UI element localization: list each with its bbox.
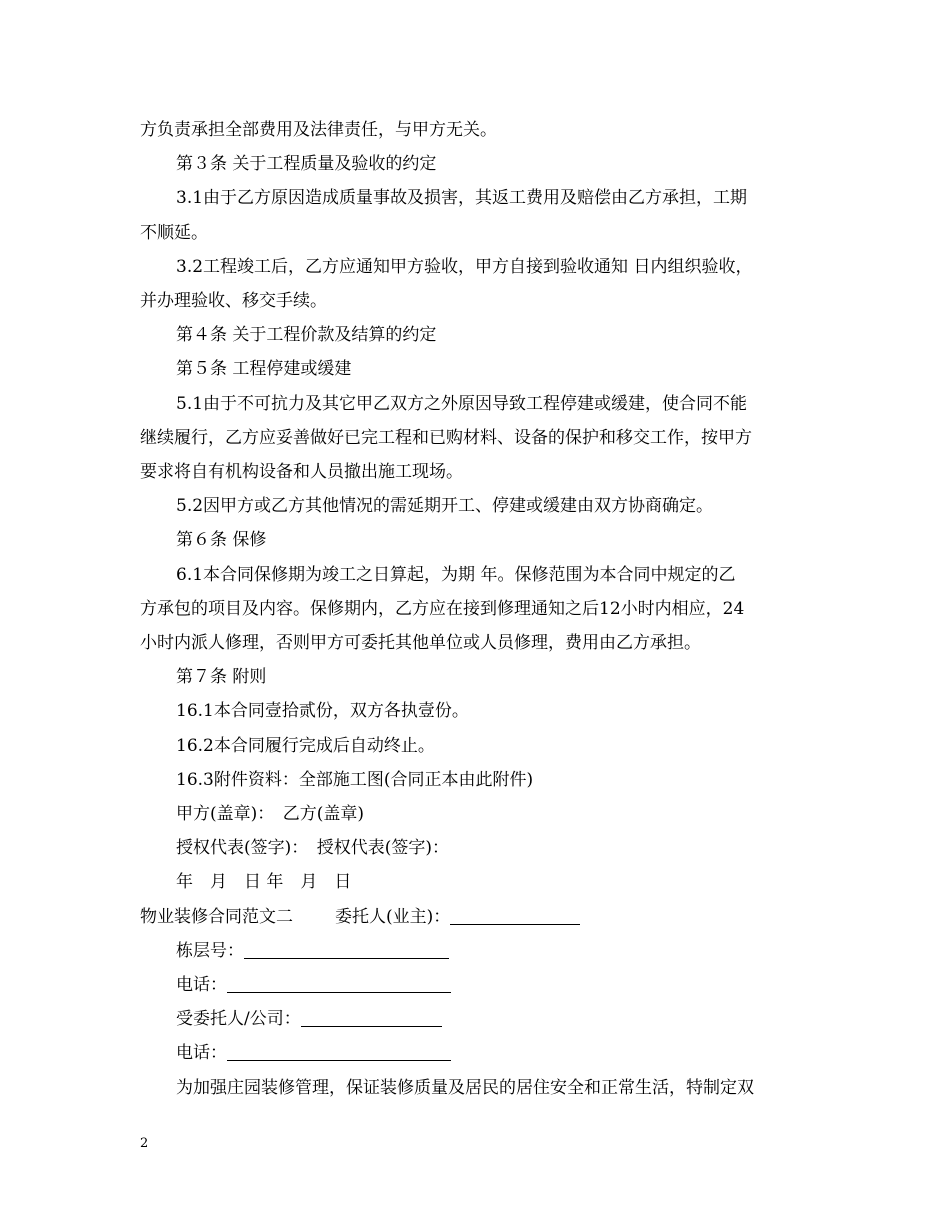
paragraph-line: 5.2因甲方或乙方其他情况的需延期开工、停建或缓建由双方协商确定。 xyxy=(176,496,714,517)
phone-label: 电话： xyxy=(176,975,227,996)
article-heading: 第５条 工程停建或缓建 xyxy=(176,359,352,380)
paragraph-line: 16.2本合同履行完成后自动终止。 xyxy=(176,735,435,756)
signature-party-line: 甲方(盖章)： 乙方(盖章) xyxy=(176,804,365,825)
paragraph-line: 方承包的项目及内容。保修期内，乙方应在接到修理通知之后12小时内相应，24 xyxy=(140,598,745,619)
paragraph-line: 方负责承担全部费用及法律责任，与甲方无关。 xyxy=(140,120,497,140)
form-title: 物业装修合同范文二 xyxy=(140,906,293,927)
form-field-contractor xyxy=(140,1002,830,1036)
article-heading: 第７条 附则 xyxy=(176,667,267,688)
client-label: 委托人(业主)： xyxy=(335,906,451,927)
paragraph-line: 6.1本合同保修期为竣工之日算起，为期 年。保修范围为本合同中规定的乙 xyxy=(176,564,736,585)
form-title-line xyxy=(140,900,830,934)
paragraph-line: 为加强庄园装修管理，保证装修质量及居民的居住安全和正常生活，特制定双 xyxy=(176,1077,754,1098)
signature-date-line: 年 月 日 年 月 日 xyxy=(176,872,352,893)
page-number: 2 xyxy=(140,1136,149,1151)
building-label: 栋层号： xyxy=(176,940,244,961)
form-field-building xyxy=(140,934,830,968)
form-field-phone-2 xyxy=(140,1036,830,1070)
article-heading: 第６条 保修 xyxy=(176,530,267,551)
document-body xyxy=(140,113,830,1105)
paragraph-line: 不顺延。 xyxy=(140,222,208,243)
paragraph-line: 16.1本合同壹拾贰份，双方各执壹份。 xyxy=(176,701,469,722)
contractor-label: 受委托人/公司： xyxy=(176,1009,301,1030)
building-blank xyxy=(244,938,449,959)
paragraph-line: 继续履行，乙方应妥善做好已完工程和已购材料、设备的保护和移交工作，按甲方 xyxy=(140,427,752,448)
article-heading: 第３条 关于工程质量及验收的约定 xyxy=(176,154,437,175)
client-blank xyxy=(450,904,580,925)
paragraph-line: 16.3附件资料：全部施工图(合同正本由此附件) xyxy=(176,769,534,790)
form-field-phone xyxy=(140,968,830,1002)
phone-blank-2 xyxy=(227,1040,451,1061)
article-heading: 第４条 关于工程价款及结算的约定 xyxy=(176,325,437,346)
phone-blank xyxy=(227,972,451,993)
paragraph-line: 要求将自有机构设备和人员撤出施工现场。 xyxy=(140,462,463,483)
paragraph-line: 3.2工程竣工后，乙方应通知甲方验收，甲方自接到验收通知 日内组织验收， xyxy=(176,256,753,277)
paragraph-line: 3.1由于乙方原因造成质量事故及损害，其返工费用及赔偿由乙方承担，工期 xyxy=(176,188,748,209)
signature-representative-line: 授权代表(签字)： 授权代表(签字)： xyxy=(176,838,450,859)
paragraph-line: 5.1由于不可抗力及其它甲乙双方之外原因导致工程停建或缓建，使合同不能 xyxy=(176,393,748,414)
paragraph-line: 并办理验收、移交手续。 xyxy=(140,291,327,312)
contractor-blank xyxy=(301,1006,442,1027)
paragraph-line: 小时内派人修理，否则甲方可委托其他单位或人员修理，费用由乙方承担。 xyxy=(140,633,701,654)
phone-label-2: 电话： xyxy=(176,1043,227,1064)
